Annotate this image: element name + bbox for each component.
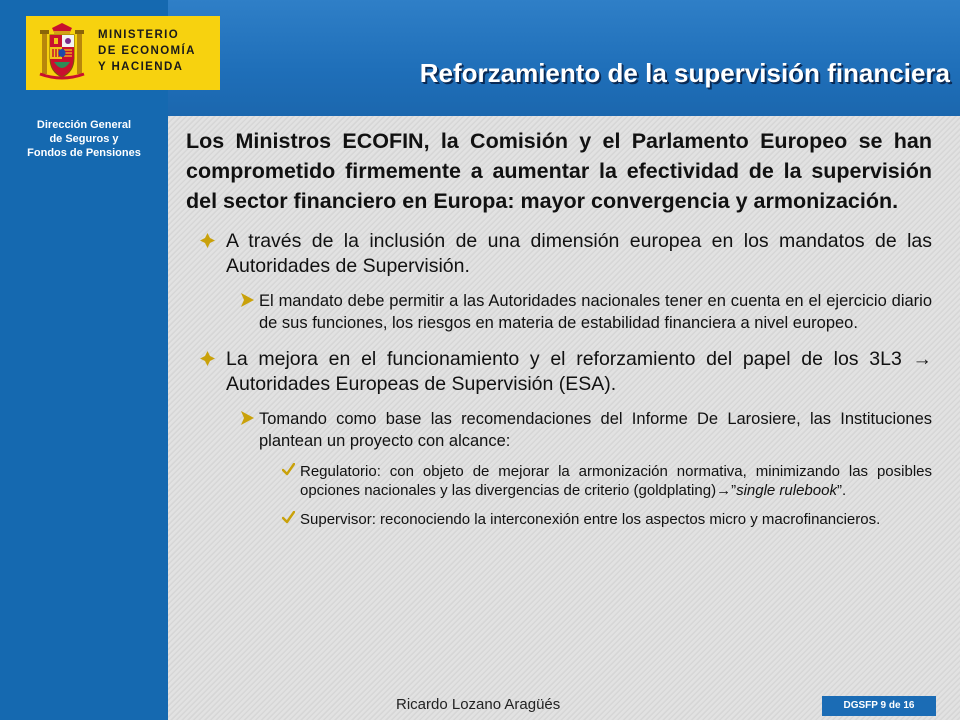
left-sidebar: [0, 0, 168, 720]
ministry-name-line: DE ECONOMÍA: [98, 45, 196, 57]
bullet-item: [200, 229, 932, 279]
bullet-text-part: Regulatorio: con objeto de mejorar la armonización normativa, minimizando las posibles opciones nacionales y las divergencias de criterio (goldplating)→”: [300, 463, 932, 499]
bullet-item: [200, 347, 932, 397]
ministry-name: [98, 27, 218, 75]
bullet-text: El mandato debe permitir a las Autoridades nacionales tener en cuenta en el ejercicio diario de sus funciones, los riesgos en materia de estabilidad financiera a nivel europeo.: [259, 292, 932, 332]
arrow-bullet-icon: [241, 411, 254, 425]
slide-title: Reforzamiento de la supervisión financiera: [419, 58, 950, 88]
ministry-logo: [26, 16, 220, 90]
slide-content: [186, 126, 932, 529]
sidebar-caption-line: Fondos de Pensiones: [27, 147, 141, 159]
bullet-text: [300, 463, 932, 499]
footer-author: Ricardo Lozano Aragüés: [396, 696, 561, 713]
sidebar-caption: [0, 118, 168, 160]
bullet-item: [282, 510, 932, 529]
ministry-name-line: MINISTERIO: [98, 29, 180, 41]
intro-paragraph: Los Ministros ECOFIN, la Comisión y el Parlamento Europeo se han comprometido firmemente a aumentar la efectividad de la supervisión del sector financiero en Europa: mayor convergencia y armonización.: [186, 129, 932, 213]
bullet-text-part: ”.: [836, 482, 847, 499]
diamond-bullet-icon: [200, 351, 215, 366]
arrow-bullet-icon: [241, 293, 254, 307]
sidebar-caption-line: de Seguros y: [49, 133, 119, 145]
bullet-text: Tomando como base las recomendaciones del Informe De Larosiere, las Instituciones plantean un proyecto con alcance:: [259, 410, 932, 450]
header-band: [168, 0, 960, 116]
ministry-name-line: Y HACIENDA: [98, 61, 184, 73]
single-rulebook-term: single rulebook: [736, 482, 837, 499]
checkmark-bullet-icon: [282, 511, 295, 524]
bullet-text: A través de la inclusión de una dimensión europea en los mandatos de las Autoridades de Supervisión.: [226, 230, 932, 277]
coat-of-arms-icon: [36, 22, 88, 84]
diamond-bullet-icon: [200, 233, 215, 248]
page-number-badge: DGSFP 9 de 16: [822, 696, 936, 716]
bullet-item: [241, 408, 932, 452]
sidebar-caption-line: Dirección General: [36, 119, 132, 131]
checkmark-bullet-icon: [282, 463, 295, 476]
bullet-item: [282, 462, 932, 500]
bullet-text: La mejora en el funcionamiento y el reforzamiento del papel de los 3L3 → Autoridades Europeas de Supervisión (ESA).: [226, 348, 932, 395]
bullet-text: Supervisor: reconociendo la interconexión entre los aspectos micro y macrofinancieros.: [300, 511, 881, 528]
bullet-item: [241, 290, 932, 334]
